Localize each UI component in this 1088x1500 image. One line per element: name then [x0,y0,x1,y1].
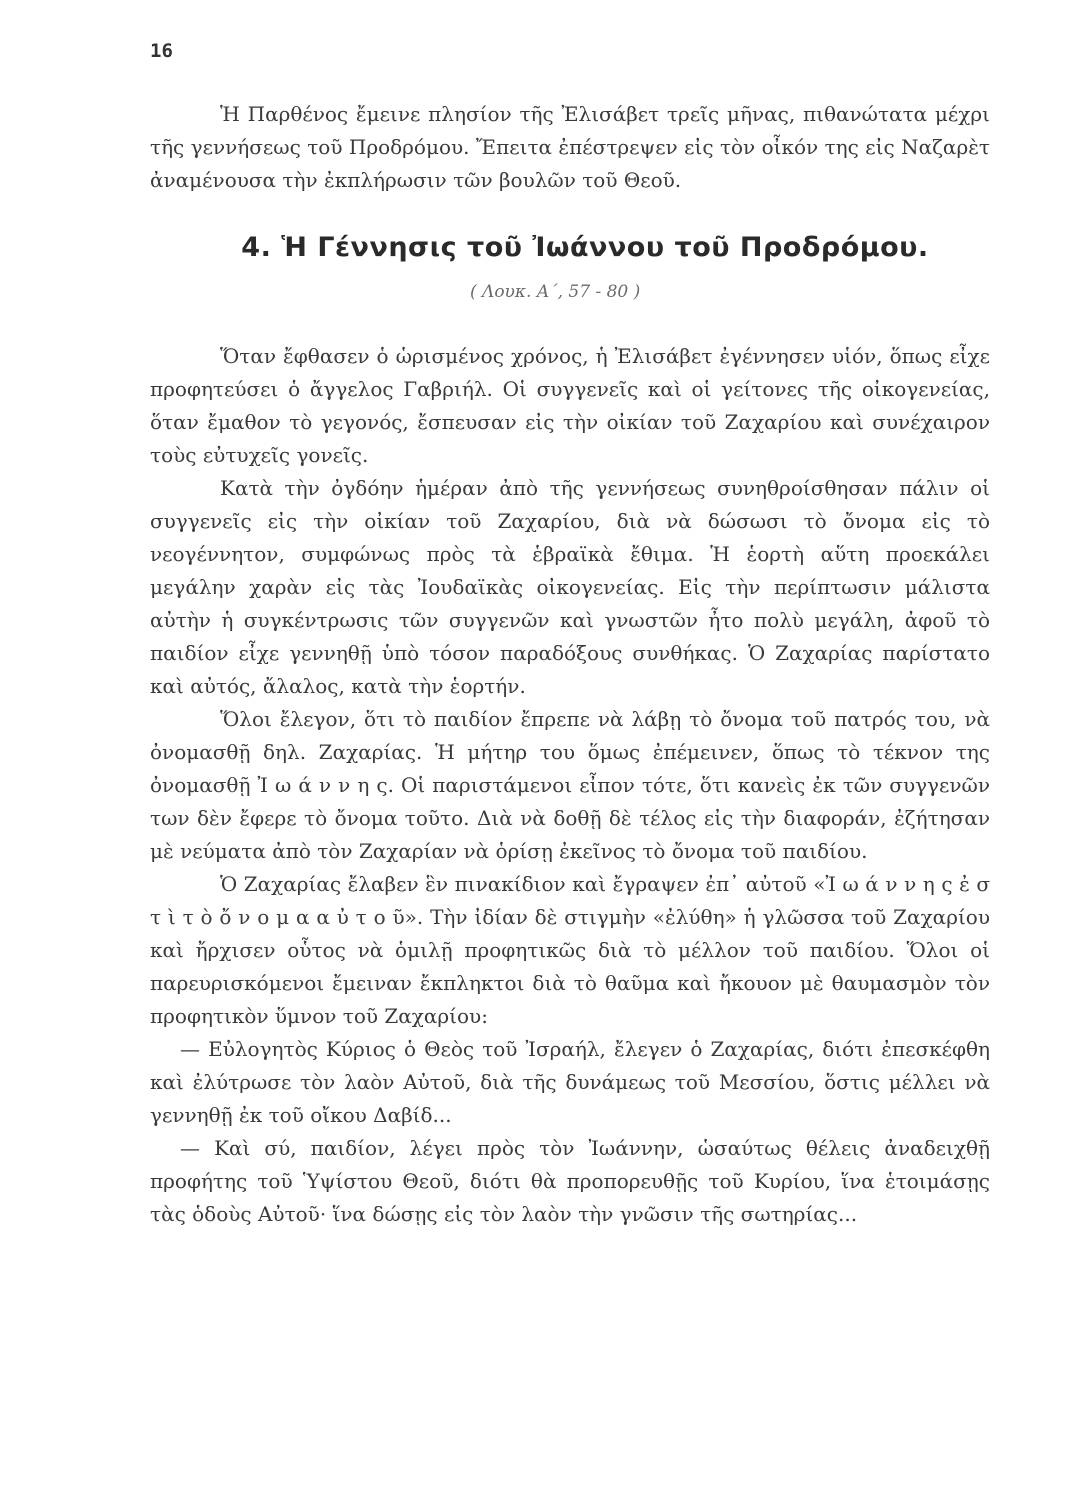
paragraph: Κατὰ τὴν ὀγδόην ἡμέραν ἀπὸ τῆς γεννήσεως συνηθροίσθησαν πάλιν οἱ συγγενεῖς εἰς τὴν οἰκίαν τοῦ Ζαχαρίου, διὰ νὰ δώσωσι τὸ ὄνομα εἰς τὸ νεογέννητον, συμφώνως πρὸς τὰ ἑβραϊκὰ ἔθιμα. Ἡ ἑορτὴ αὕτη προεκάλει μεγάλην χαρὰν εἰς τὰς Ἰουδαϊκὰς οἰκογενείας. Εἰς τὴν περίπτωσιν μάλιστα αὐτὴν ἡ συγκέντρωσις τῶν συγγενῶν καὶ γνωστῶν ἦτο πολὺ μεγάλη, ἀφοῦ τὸ παιδίον εἶχε γεννηθῇ ὑπὸ τόσον παραδόξους συνθήκας. Ὁ Ζαχαρίας παρίστατο καὶ αὐτός, ἄλαλος, κατὰ τὴν ἑορτήν. [150,476,990,698]
chapter-title: 4. Ἡ Γέννησις τοῦ Ἰωάννου τοῦ Προδρόμου. [241,232,929,263]
page-number: 16 [150,40,173,62]
paragraph: Ὅταν ἔφθασεν ὁ ὡρισμένος χρόνος, ἡ Ἐλισάβετ ἐγέννησεν υἱόν, ὅπως εἶχε προφητεύσει ὁ ἄγγελος Γαβριήλ. Οἱ συγγενεῖς καὶ οἱ γείτονες τῆς οἰκογενείας, ὅταν ἔμαθον τὸ γεγονός, ἔσπευσαν εἰς τὴν οἰκίαν τοῦ Ζαχαρίου καὶ συνέχαιρον τοὺς εὐτυχεῖς γονεῖς. [150,344,990,467]
intro-paragraph: Ἡ Παρθένος ἔμεινε πλησίον τῆς Ἐλισάβετ τρεῖς μῆνας, πιθανώτατα μέχρι τῆς γεννήσεως τοῦ Προδρόμου. Ἔπειτα ἐπέστρεψεν εἰς τὸν οἶκόν της εἰς Ναζαρὲτ ἀναμένουσα τὴν ἐκπλήρωσιν τῶν βουλῶν τοῦ Θεοῦ. [150,102,990,192]
intro-paragraph-block [150,98,990,197]
dialogue-line: — Εὐλογητὸς Κύριος ὁ Θεὸς τοῦ Ἰσραήλ, ἔλεγεν ὁ Ζαχαρίας, διότι ἐπεσκέφθη καὶ ἐλύτρωσε τὸν λαὸν Αὐτοῦ, διὰ τῆς δυνάμεως τοῦ Μεσσίου, ὅστις μέλλει νὰ γεννηθῇ ἐκ τοῦ οἴκου Δαβίδ... [150,1037,990,1127]
dialogue-line: — Καὶ σύ, παιδίον, λέγει πρὸς τὸν Ἰωάννην, ὡσαύτως θέλεις ἀναδειχθῇ προφήτης τοῦ Ὑψίστου Θεοῦ, διότι θὰ προπορευθῇς τοῦ Κυρίου, ἵνα ἑτοιμάσῃς τὰς ὁδοὺς Αὐτοῦ· ἵνα δώσῃς εἰς τὸν λαὸν τὴν γνῶσιν τῆς σωτηρίας... [150,1136,990,1226]
chapter-reference: ( Λουκ. Α΄, 57 - 80 ) [470,282,641,302]
chapter-body [150,340,990,1231]
paragraph: Ὅλοι ἔλεγον, ὅτι τὸ παιδίον ἔπρεπε νὰ λάβῃ τὸ ὄνομα τοῦ πατρός του, νὰ ὀνομασθῇ δηλ. Ζαχαρίας. Ἡ μήτηρ του ὅμως ἐπέμεινεν, ὅπως τὸ τέκνον της ὀνομασθῇ Ἰ ω ά ν ν η ς. Οἱ παριστάμενοι εἶπον τότε, ὅτι κανεὶς ἐκ τῶν συγγενῶν των δὲν ἔφερε τὸ ὄνομα τοῦτο. Διὰ νὰ δοθῇ δὲ τέλος εἰς τὴν διαφοράν, ἐζήτησαν μὲ νεύματα ἀπὸ τὸν Ζαχαρίαν νὰ ὁρίσῃ ἐκεῖνος τὸ ὄνομα τοῦ παιδίου. [150,707,990,863]
paragraph: Ὁ Ζαχαρίας ἔλαβεν ἓν πινακίδιον καὶ ἔγραψεν ἐπ᾿ αὐτοῦ «Ἰ ω ά ν ν η ς ἐ σ τ ὶ τ ὸ ὄ ν ο μ α α ὐ τ ο ῦ». Τὴν ἰδίαν δὲ στιγμὴν «ἐλύθη» ἡ γλῶσσα τοῦ Ζαχαρίου καὶ ἤρχισεν οὗτος νὰ ὁμιλῇ προφητικῶς διὰ τὸ μέλλον τοῦ παιδίου. Ὅλοι οἱ παρευρισκόμενοι ἔμειναν ἔκπληκτοι διὰ τὸ θαῦμα καὶ ἤκουον μὲ θαυμασμὸν τὸν προφητικὸν ὕμνον τοῦ Ζαχαρίου: [150,872,990,1028]
